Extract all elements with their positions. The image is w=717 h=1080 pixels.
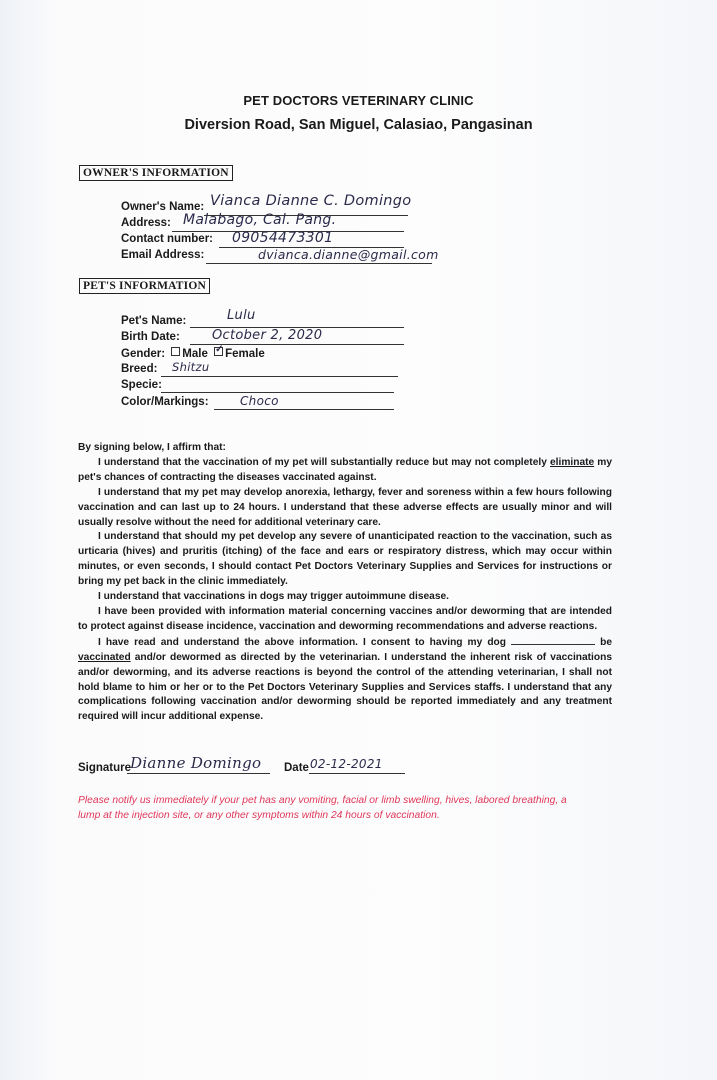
owner-section-title: OWNER'S INFORMATION (79, 165, 233, 181)
signature-value: Dianne Domingo (130, 754, 262, 772)
gender-label: Gender: (121, 348, 166, 360)
color-markings-line (214, 409, 394, 410)
signature-label: Signature (78, 762, 132, 774)
date-label: Date (284, 762, 309, 774)
consent-p6-underline: vaccinated (78, 651, 131, 663)
gender-female-label: Female (225, 348, 265, 360)
birth-date-label: Birth Date: (121, 331, 180, 343)
consent-p6-end: and/or dewormed as directed by the veterinarian. I understand the inherent risk of vaccinations and/or deworming, and its adverse reactions is beyond the control of the attending veterinarian, I shall not hold blame to him or her or to the Pet Doctors Veterinary Supplies and Services staffs. I understand that any complications following vaccination and/or deworming should be reported immediately and any treatment required will incur additional expense. (78, 651, 612, 723)
consent-paragraph-4: I understand that vaccinations in dogs may trigger autoimmune disease. (98, 591, 449, 603)
notice-text: Please notify us immediately if your pet has any vomiting, facial or limb swelling, hives, labored breathing, a lump at the injection site, or any other symptoms within 24 hours of vaccination. (78, 795, 567, 821)
consent-paragraph-5: I have been provided with information material concerning vaccines and/or deworming that are intended to protect against disease incidence, vaccination and deworming recommendations and adverse reactions. (78, 605, 612, 632)
pet-section-title: PET'S INFORMATION (79, 278, 210, 294)
owner-address-label: Address: (121, 217, 171, 229)
consent-p1-end: my pet's chances of contracting the diseases vaccinated against. (78, 456, 613, 483)
consent-p6-be: be (600, 636, 612, 648)
owner-email-line (206, 263, 432, 264)
breed-value: Shitzu (172, 360, 210, 374)
owner-address-value: Malabago, Cal. Pang. (183, 212, 337, 228)
consent-p1-text: I understand that the vaccination of my pet will substantially reduce but may not completely (98, 456, 547, 468)
checkmark-icon: ✓ (215, 344, 224, 355)
consent-paragraph-6 (78, 635, 612, 725)
clinic-name: PET DOCTORS VETERINARY CLINIC (243, 93, 474, 108)
pet-name-value: Lulu (227, 308, 256, 323)
date-value: 02-12-2021 (310, 757, 383, 771)
breed-label: Breed: (121, 363, 158, 375)
date-line (309, 773, 405, 774)
color-markings-label: Color/Markings: (121, 396, 209, 408)
specie-label: Specie: (121, 379, 162, 391)
signature-line (127, 773, 270, 774)
consent-intro: By signing below, I affirm that: (78, 442, 226, 453)
clinic-address: Diversion Road, San Miguel, Calasiao, Pangasinan (184, 117, 533, 133)
gender-row (121, 344, 265, 360)
gender-female-checkbox[interactable] (214, 344, 224, 356)
breed-line (161, 376, 398, 377)
consent-text (78, 441, 612, 725)
owner-name-value: Vianca Dianne C. Domingo (210, 193, 412, 209)
consent-paragraph-2: I understand that my pet may develop anorexia, lethargy, fever and soreness within a few hours following vaccination and can last up to 24 hours. I understand that these adverse effects are usually minor and will usually resolve without the need for additional veterinary care. (78, 486, 612, 528)
owner-name-label: Owner's Name: (121, 201, 205, 213)
birth-date-value: October 2, 2020 (212, 328, 323, 343)
gender-male-checkbox[interactable] (171, 347, 180, 356)
gender-male-label: Male (182, 348, 208, 360)
owner-email-value: dvianca.dianne@gmail.com (258, 247, 439, 262)
owner-contact-label: Contact number: (121, 233, 213, 245)
owner-contact-value: 09054473301 (232, 230, 334, 246)
dog-name-blank[interactable] (511, 635, 595, 645)
pet-name-label: Pet's Name: (121, 315, 187, 327)
consent-paragraph-1 (78, 456, 612, 486)
consent-p1-underline: eliminate (550, 456, 595, 468)
color-markings-value: Choco (240, 394, 279, 408)
consent-p6-text: I have read and understand the above information. I consent to having my dog (98, 636, 506, 648)
specie-line (161, 392, 394, 393)
consent-paragraph-3: I understand that should my pet develop any severe of unanticipated reaction to the vaccination, such as urticaria (hives) and pruritis (itching) of the face and ears or respiratory distress, which may occur within minutes, or even seconds, I should contact Pet Doctors Veterinary Supplies and Services for instructions or bring my pet back in the clinic immediately. (78, 531, 612, 588)
owner-email-label: Email Address: (121, 249, 205, 261)
